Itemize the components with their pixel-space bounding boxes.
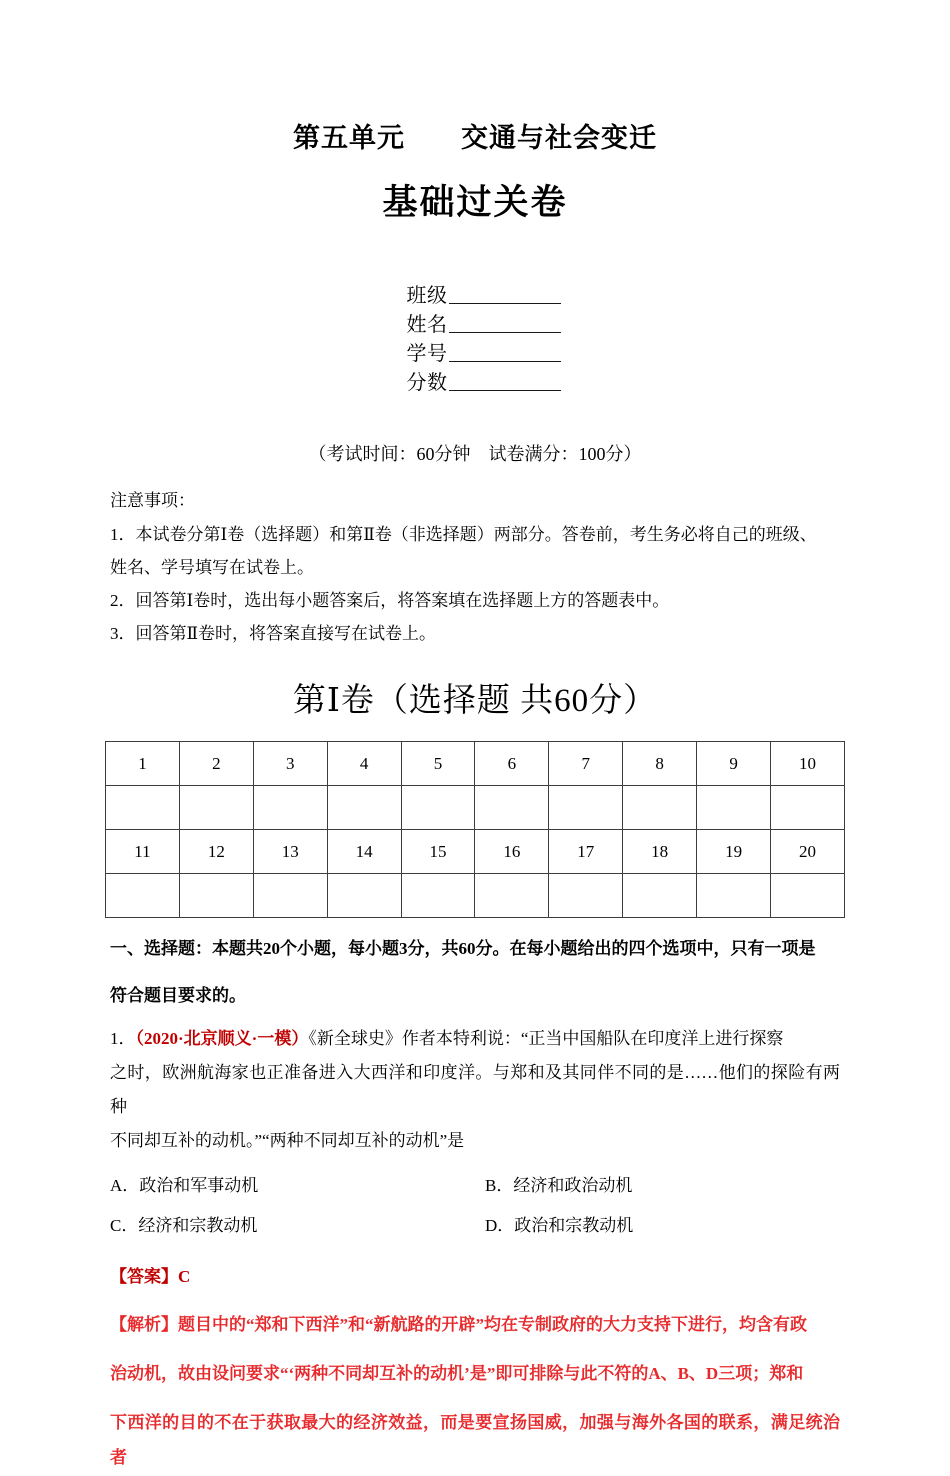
class-field-label: 班级 [406,285,448,308]
answer-entry-cell[interactable] [623,874,697,918]
answer-entry-cell[interactable] [401,786,475,830]
notices-heading: 注意事项： [110,491,195,511]
answer-entry-cell[interactable] [253,786,327,830]
answer-number-cell: 6 [475,742,549,786]
question-1-option-d[interactable]: D．政治和宗教动机 [485,1216,634,1236]
answer-number-cell: 13 [253,830,327,874]
notice-item-2: 2．回答第Ⅰ卷时，选出每小题答案后，将答案填在选择题上方的答题表中。 [110,590,670,610]
answer-number-cell: 5 [401,742,475,786]
paper-title: 基础过关卷 [382,183,568,223]
answer-number-cell: 18 [623,830,697,874]
answer-number-cell: 4 [327,742,401,786]
answer-number-cell: 3 [253,742,327,786]
question-1-stem-line1 [110,1022,840,1056]
question-1-option-row-cd [110,1206,840,1246]
section-one-banner: 第Ⅰ卷（选择题 共60分） [292,683,658,720]
answer-entry-cell[interactable] [475,874,549,918]
identity-fields-row [110,224,840,418]
answer-number-cell: 15 [401,830,475,874]
table-row-numbers-11-20 [106,830,845,874]
answer-number-cell: 8 [623,742,697,786]
answer-number-cell: 10 [771,742,845,786]
answer-number-cell: 9 [697,742,771,786]
answer-number-cell: 7 [549,742,623,786]
answer-entry-cell[interactable] [253,874,327,918]
score-field-label: 分数 [406,372,448,395]
question-1-option-b[interactable]: B．经济和政治动机 [485,1176,633,1196]
student-id-field-label: 学号 [406,343,448,366]
question-1-stem-text-1: 《新全球史》作者本特利说：“正当中国船队在印度洋上进行探察 [308,1029,784,1049]
question-1-answer [110,1246,840,1294]
answer-number-cell: 2 [179,742,253,786]
answer-entry-cell[interactable] [179,786,253,830]
answer-entry-cell[interactable] [327,786,401,830]
answer-entry-cell[interactable] [549,786,623,830]
question-1-option-c[interactable]: C．经济和宗教动机 [110,1216,258,1236]
notice-item-1: 1．本试卷分第Ⅰ卷（选择题）和第Ⅱ卷（非选择题）两部分。答卷前，考生务必将自己的班级、 [110,524,817,544]
answer-entry-cell[interactable] [623,786,697,830]
question-1 [110,1012,840,1475]
answer-entry-cell[interactable] [549,874,623,918]
answer-sheet-table [105,741,845,918]
question-1-stem-line2: 之时，欧洲航海家也正准备进入大西洋和印度洋。与郑和及其同伴不同的是……他们的探险有两种 [110,1063,840,1117]
question-1-analysis-line2: 治动机，故由设问要求“‘两种不同却互补的动机’是”即可排除与此不符的A、B、D三项；郑和 [110,1364,804,1384]
question-1-analysis-line3: 下西洋的目的不在于获取最大的经济效益，而是要宣扬国威，加强与海外各国的联系，满足统治者 [110,1412,840,1467]
question-1-analysis-line1: 【解析】题目中的“郑和下西洋”和“新航路的开辟”均在专制政府的大力支持下进行，均含有政 [110,1315,807,1335]
question-1-source-tag: （2020·北京顺义·一模） [135,1029,309,1049]
choice-section-heading-line2: 符合题目要求的。 [110,986,246,1006]
answer-entry-cell[interactable] [106,786,180,830]
table-row-answers-11-20 [106,874,845,918]
question-1-options [110,1158,840,1246]
answer-entry-cell[interactable] [771,874,845,918]
question-1-answer-value: C [178,1267,191,1287]
answer-number-cell: 12 [179,830,253,874]
unit-title: 第五单元 交通与社会变迁 [293,123,657,153]
notices-block [110,466,840,650]
answer-entry-cell[interactable] [401,874,475,918]
answer-number-cell: 1 [106,742,180,786]
answer-entry-cell[interactable] [697,874,771,918]
question-1-option-row-ab [110,1166,840,1206]
question-1-number: 1． [110,1029,136,1049]
answer-entry-cell[interactable] [475,786,549,830]
answer-entry-cell[interactable] [179,874,253,918]
name-field-label: 姓名 [406,314,448,337]
notice-item-3: 3．回答第Ⅱ卷时，将答案直接写在试卷上。 [110,623,437,643]
answer-number-cell: 11 [106,830,180,874]
notice-item-1-cont: 姓名、学号填写在试卷上。 [110,557,314,577]
table-row-numbers-1-10 [106,742,845,786]
question-1-option-a[interactable]: A．政治和军事动机 [110,1176,259,1196]
student-id-input-blank[interactable] [449,361,561,362]
question-1-answer-label: 【答案】 [110,1267,178,1287]
answer-entry-cell[interactable] [697,786,771,830]
answer-number-cell: 16 [475,830,549,874]
question-1-stem-line3: 不同却互补的动机。”“两种不同却互补的动机”是 [110,1131,465,1151]
answer-number-cell: 20 [771,830,845,874]
answer-entry-cell[interactable] [771,786,845,830]
answer-number-cell: 14 [327,830,401,874]
choice-section-heading-line1: 一、选择题：本题共20个小题，每小题3分，共60分。在每小题给出的四个选项中，只有一项是 [110,939,816,959]
name-input-blank[interactable] [449,332,561,333]
table-row-answers-1-10 [106,786,845,830]
score-input-blank[interactable] [449,390,561,391]
answer-number-cell: 19 [697,830,771,874]
answer-number-cell: 17 [549,830,623,874]
answer-entry-cell[interactable] [106,874,180,918]
class-input-blank[interactable] [449,303,561,304]
exam-meta-line: （考试时间：60分钟 试卷满分：100分） [308,444,642,465]
answer-entry-cell[interactable] [327,874,401,918]
